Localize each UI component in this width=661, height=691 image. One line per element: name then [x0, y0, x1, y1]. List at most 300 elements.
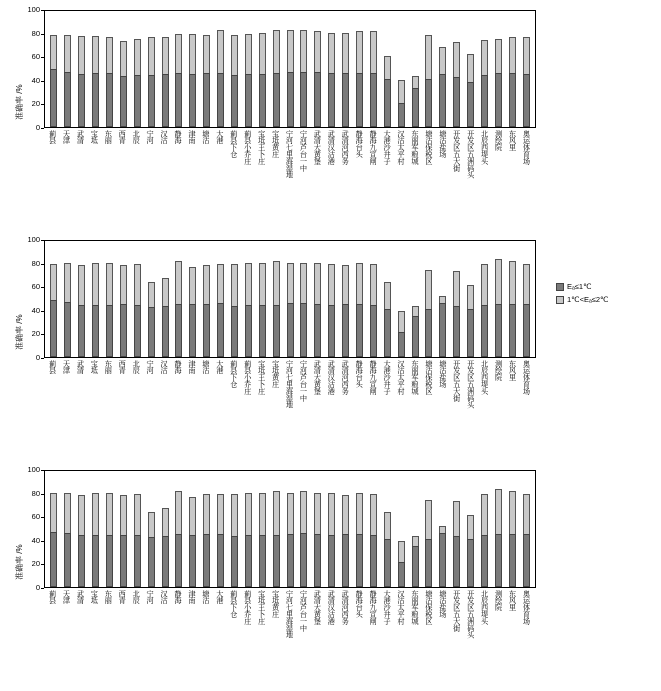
stacked-bar	[203, 35, 210, 127]
bar-segment-series1	[328, 535, 335, 587]
bar-segment-series2	[50, 35, 57, 69]
bar-group	[450, 11, 464, 127]
bar-segment-series2	[300, 491, 307, 532]
stacked-bar	[439, 296, 446, 357]
stacked-bar	[106, 37, 113, 127]
bar-group	[505, 11, 519, 127]
bar-segment-series1	[314, 72, 321, 127]
bar-segment-series1	[398, 332, 405, 357]
x-axis-tick-label: 汉沽	[160, 130, 170, 144]
bar-segment-series2	[259, 263, 266, 305]
bar-segment-series1	[189, 535, 196, 587]
bar-segment-series2	[384, 512, 391, 539]
bar-segment-series2	[162, 37, 169, 74]
stacked-bar	[217, 30, 224, 127]
bar-group	[283, 11, 297, 127]
bar-segment-series2	[412, 536, 419, 545]
bar-segment-series1	[259, 305, 266, 357]
x-axis-tick-label: 测绘院	[494, 590, 504, 611]
x-axis-tick-label: 大港沙井子	[383, 360, 393, 395]
stacked-bar	[342, 265, 349, 357]
bar-group	[103, 11, 117, 127]
bar-segment-series2	[495, 259, 502, 304]
bar-segment-series2	[148, 37, 155, 75]
bar-segment-series2	[398, 311, 405, 332]
bar-group	[464, 241, 478, 357]
x-axis-tick-label: 静海	[174, 590, 183, 604]
bar-group	[144, 241, 158, 357]
stacked-bar	[314, 493, 321, 587]
stacked-bar	[412, 76, 419, 127]
x-axis-tick-label: 北辰西堤头	[480, 590, 490, 625]
y-axis-tick-label: 20	[31, 559, 40, 569]
x-axis-labels-1	[44, 130, 536, 178]
x-axis-tick-label: 宝坻黄庄	[271, 130, 281, 158]
bar-segment-series1	[64, 72, 71, 127]
x-axis-tick-label: 东风里	[508, 360, 518, 381]
x-axis-tick-label: 西青	[118, 590, 128, 604]
x-axis-tick-label: 北辰西堤头	[480, 130, 490, 165]
bar-group	[394, 241, 408, 357]
stacked-bar	[453, 501, 460, 587]
y-axis-tick-label: 0	[35, 123, 40, 132]
y-axis-tick-label: 0	[35, 353, 40, 362]
bar-segment-series2	[370, 264, 377, 305]
bar-segment-series1	[231, 536, 238, 587]
stacked-bar	[50, 35, 57, 127]
y-axis-tick-mark	[41, 128, 44, 129]
bar-group	[103, 241, 117, 357]
bar-segment-series1	[64, 302, 71, 357]
stacked-bar	[384, 282, 391, 358]
stacked-bar	[495, 489, 502, 587]
y-axis-tick-mark	[41, 81, 44, 82]
bar-segment-series2	[106, 37, 113, 72]
bar-group	[116, 241, 130, 357]
x-axis-tick-label: 开发区五洲码头	[466, 360, 476, 409]
bar-segment-series2	[314, 31, 321, 71]
bar-group	[353, 11, 367, 127]
stacked-bar	[523, 494, 530, 587]
x-axis-tick-label: 汉沽太平村	[397, 590, 406, 625]
bar-segment-series2	[273, 491, 280, 535]
stacked-bar	[384, 512, 391, 588]
bar-segment-series1	[314, 534, 321, 587]
x-axis-tick-label: 静海九宣闸	[369, 130, 379, 165]
bar-segment-series2	[217, 494, 224, 534]
bar-group	[353, 471, 367, 587]
bar-group	[380, 241, 394, 357]
bar-segment-series1	[509, 534, 516, 587]
x-axis-tick-label: 塘沽保税区	[424, 130, 434, 165]
stacked-bar	[203, 265, 210, 357]
y-axis-label-1: 准确率 /%	[15, 84, 24, 120]
stacked-bar	[370, 31, 377, 127]
bar-segment-series1	[134, 305, 141, 357]
x-axis-tick-label: 静海	[174, 130, 183, 144]
bar-group	[255, 241, 269, 357]
x-axis-tick-label: 塘沽	[201, 360, 211, 374]
bar-segment-series2	[509, 491, 516, 533]
bar-segment-series1	[398, 562, 405, 587]
bar-segment-series1	[495, 534, 502, 587]
stacked-bar	[273, 261, 280, 357]
bar-segment-series1	[92, 305, 99, 357]
bar-segment-series1	[481, 305, 488, 357]
bar-group	[47, 471, 61, 587]
bar-group	[130, 471, 144, 587]
bar-group	[158, 471, 172, 587]
bar-segment-series1	[495, 73, 502, 127]
y-axis-tick-mark	[41, 564, 44, 565]
legend	[556, 282, 608, 308]
bar-segment-series1	[50, 300, 57, 357]
y-axis-tick-label: 100	[27, 465, 40, 474]
stacked-bar	[120, 495, 127, 587]
legend-swatch-series2	[556, 296, 564, 304]
bar-segment-series1	[148, 307, 155, 357]
x-axis-tick-label: 宝坻王卜庄	[257, 360, 267, 395]
bar-segment-series1	[245, 535, 252, 587]
bar-segment-series1	[342, 534, 349, 587]
bar-group	[366, 471, 380, 587]
bar-group	[61, 471, 75, 587]
bar-segment-series2	[245, 263, 252, 305]
stacked-bar	[162, 278, 169, 357]
bar-group	[380, 471, 394, 587]
bar-group	[325, 11, 339, 127]
x-axis-tick-label: 武清汉沽港	[327, 360, 337, 395]
bar-segment-series1	[245, 305, 252, 357]
bar-segment-series1	[189, 304, 196, 357]
bar-segment-series1	[231, 306, 238, 357]
bar-segment-series2	[412, 306, 419, 315]
bar-group	[408, 11, 422, 127]
bar-segment-series2	[314, 493, 321, 534]
bar-group	[311, 11, 325, 127]
bar-group	[158, 11, 172, 127]
x-axis-tick-label: 大港	[215, 360, 225, 374]
stacked-bar	[134, 264, 141, 357]
bar-group	[61, 11, 75, 127]
stacked-bar	[50, 264, 57, 357]
bar-group	[505, 471, 519, 587]
bar-segment-series1	[162, 74, 169, 127]
y-axis-tick-mark	[41, 334, 44, 335]
bar-segment-series1	[356, 534, 363, 587]
x-axis-tick-label: 蓟县	[48, 360, 58, 374]
bar-group	[200, 241, 214, 357]
bar-segment-series2	[342, 33, 349, 73]
bar-segment-series1	[384, 79, 391, 127]
bar-group	[478, 241, 492, 357]
bar-segment-series2	[245, 34, 252, 74]
y-axis-tick-label: 20	[31, 99, 40, 109]
stacked-bar	[217, 494, 224, 587]
stacked-bar	[384, 56, 391, 127]
bar-segment-series1	[300, 303, 307, 357]
bar-segment-series1	[259, 74, 266, 127]
stacked-bar	[106, 263, 113, 357]
x-axis-tick-label: 武清河西务	[341, 590, 351, 625]
bar-segment-series2	[203, 35, 210, 73]
bar-group	[422, 471, 436, 587]
bar-segment-series1	[120, 304, 127, 357]
chart-panel-1	[0, 0, 661, 230]
bar-segment-series2	[78, 265, 85, 305]
bar-segment-series2	[64, 493, 71, 533]
x-axis-tick-label: 静海九宣闸	[369, 590, 379, 625]
stacked-bar	[495, 39, 502, 127]
bar-group	[241, 11, 255, 127]
bar-segment-series2	[189, 34, 196, 74]
stacked-bar	[328, 493, 335, 587]
bar-group	[103, 471, 117, 587]
bar-segment-series2	[523, 264, 530, 304]
stacked-bar	[523, 264, 530, 357]
x-axis-tick-label: 宝坻王卜庄	[257, 130, 267, 165]
bar-segment-series2	[328, 493, 335, 535]
bar-group	[519, 241, 533, 357]
bar-group	[186, 471, 200, 587]
bar-group	[422, 11, 436, 127]
bar-segment-series2	[175, 34, 182, 73]
x-axis-tick-label: 宁河芦台一中	[299, 130, 309, 172]
stacked-bar	[328, 264, 335, 357]
bar-segment-series1	[78, 74, 85, 127]
bar-group	[61, 241, 75, 357]
bar-segment-series1	[412, 316, 419, 357]
bar-segment-series1	[328, 305, 335, 357]
bar-group	[297, 11, 311, 127]
chart-panel-3	[0, 460, 661, 690]
bar-segment-series1	[64, 533, 71, 587]
stacked-bar	[273, 30, 280, 127]
bar-segment-series2	[231, 494, 238, 536]
bar-group	[408, 241, 422, 357]
bar-group	[394, 11, 408, 127]
stacked-bar	[509, 261, 516, 357]
x-axis-tick-label: 塘沽盐场	[438, 360, 448, 388]
stacked-bar	[467, 54, 474, 127]
x-axis-tick-label: 东丽	[104, 130, 114, 144]
bar-segment-series1	[120, 76, 127, 127]
bar-group	[75, 241, 89, 357]
bar-segment-series2	[78, 495, 85, 535]
bar-segment-series1	[175, 73, 182, 127]
bar-group	[241, 471, 255, 587]
bar-group	[436, 11, 450, 127]
stacked-bar	[148, 512, 155, 588]
y-axis-tick-mark	[41, 287, 44, 288]
bar-segment-series1	[342, 73, 349, 127]
stacked-bar	[495, 259, 502, 357]
bar-segment-series2	[398, 541, 405, 562]
bar-segment-series2	[300, 30, 307, 71]
bar-segment-series1	[425, 309, 432, 357]
bar-group	[89, 471, 103, 587]
bar-segment-series1	[412, 546, 419, 587]
x-axis-tick-label: 汉沽太平村	[397, 360, 406, 395]
y-axis-tick-mark	[41, 358, 44, 359]
x-axis-tick-label: 奥运体育场	[522, 360, 532, 395]
stacked-bar	[50, 493, 57, 587]
x-axis-tick-label: 东风里	[508, 130, 518, 151]
stacked-bar	[245, 263, 252, 357]
stacked-bar	[78, 265, 85, 357]
bar-group	[241, 241, 255, 357]
x-axis-tick-label: 宝坻	[90, 360, 100, 374]
bar-segment-series2	[481, 40, 488, 75]
x-axis-tick-label: 北辰	[132, 590, 142, 604]
bar-segment-series1	[189, 74, 196, 127]
x-axis-tick-label: 大港沙井子	[383, 130, 393, 165]
x-axis-tick-label: 大港沙井子	[383, 590, 393, 625]
bar-segment-series1	[481, 75, 488, 127]
y-axis-tick-label: 0	[35, 583, 40, 592]
x-axis-tick-label: 宁河芦台一中	[299, 360, 309, 402]
y-axis-tick-label: 40	[31, 305, 40, 315]
bar-segment-series1	[106, 305, 113, 357]
stacked-bar	[356, 31, 363, 127]
bar-group	[116, 471, 130, 587]
bar-group	[325, 241, 339, 357]
bar-segment-series1	[245, 74, 252, 127]
bar-segment-series2	[106, 493, 113, 535]
bar-group	[436, 241, 450, 357]
bar-segment-series2	[412, 76, 419, 88]
stacked-bar	[453, 271, 460, 357]
bar-segment-series1	[50, 69, 57, 127]
bar-segment-series1	[300, 533, 307, 587]
bar-segment-series2	[134, 39, 141, 76]
x-axis-tick-label: 宝坻黄庄	[271, 360, 281, 388]
bar-group	[89, 11, 103, 127]
bar-segment-series2	[217, 30, 224, 72]
x-axis-tick-label: 开发区五大街	[452, 360, 462, 402]
y-axis-tick-label: 100	[27, 235, 40, 244]
bar-segment-series1	[453, 77, 460, 127]
bar-group	[116, 11, 130, 127]
x-axis-tick-label: 奥运体育场	[522, 590, 532, 625]
y-axis-tick-label: 100	[27, 5, 40, 14]
y-axis-tick-mark	[41, 240, 44, 241]
stacked-bar	[134, 494, 141, 587]
bar-segment-series2	[328, 33, 335, 73]
bar-group	[255, 471, 269, 587]
x-axis-tick-label: 武清河西务	[341, 360, 351, 395]
bar-group	[47, 11, 61, 127]
bar-segment-series2	[148, 282, 155, 308]
bar-segment-series2	[175, 261, 182, 303]
x-axis-tick-label: 蓟县小乔庄	[243, 360, 253, 395]
bar-segment-series1	[134, 75, 141, 127]
stacked-bar	[314, 263, 321, 357]
bar-segment-series2	[439, 296, 446, 303]
stacked-bar	[287, 30, 294, 127]
bar-segment-series2	[50, 493, 57, 532]
bar-segment-series2	[370, 494, 377, 535]
y-axis-tick-mark	[41, 588, 44, 589]
x-axis-tick-label: 测绘院	[494, 360, 504, 381]
legend-swatch-series1	[556, 283, 564, 291]
bar-group	[492, 11, 506, 127]
bar-segment-series2	[425, 500, 432, 539]
stacked-bar	[300, 263, 307, 357]
stacked-bar	[231, 35, 238, 127]
x-axis-tick-label: 武清	[76, 130, 86, 144]
bar-segment-series2	[300, 263, 307, 303]
stacked-bar	[203, 494, 210, 587]
bar-segment-series2	[398, 80, 405, 104]
bar-group	[353, 241, 367, 357]
legend-item-1	[556, 282, 608, 291]
x-axis-tick-label: 武清	[76, 590, 86, 604]
bar-segment-series1	[106, 73, 113, 127]
bar-group	[172, 241, 186, 357]
x-axis-tick-label: 蓟县下仓	[229, 130, 239, 158]
bar-group	[269, 11, 283, 127]
bar-segment-series2	[356, 493, 363, 534]
y-axis-tick-mark	[41, 541, 44, 542]
bar-group	[339, 11, 353, 127]
bar-segment-series1	[203, 304, 210, 357]
x-axis-tick-label: 塘沽保税区	[424, 590, 434, 625]
bar-group	[478, 471, 492, 587]
bar-segment-series2	[356, 263, 363, 304]
x-axis-tick-label: 武清大黄堡	[313, 590, 323, 625]
chart-panel-2	[0, 230, 661, 460]
x-axis-tick-label: 武清大黄堡	[313, 360, 323, 395]
bar-group	[519, 11, 533, 127]
bar-group	[89, 241, 103, 357]
bar-segment-series2	[523, 37, 530, 74]
bar-segment-series2	[467, 54, 474, 82]
x-axis-tick-label: 静海台头	[355, 590, 365, 618]
bar-group	[214, 241, 228, 357]
x-axis-tick-label: 塘沽盐场	[438, 590, 448, 618]
bar-segment-series2	[203, 265, 210, 304]
bar-segment-series1	[273, 73, 280, 127]
x-axis-tick-label: 宁河芦台一中	[299, 590, 309, 632]
x-axis-tick-label: 武清河西务	[341, 130, 351, 165]
bar-group	[297, 471, 311, 587]
bar-group	[450, 471, 464, 587]
bar-segment-series2	[384, 56, 391, 78]
y-axis-tick-label: 40	[31, 75, 40, 85]
x-axis-tick-label: 宝坻	[90, 590, 100, 604]
x-axis-tick-label: 开发区五洲码头	[466, 590, 476, 639]
bar-segment-series2	[203, 494, 210, 534]
y-axis-tick-mark	[41, 311, 44, 312]
bar-group	[172, 471, 186, 587]
stacked-bar	[148, 37, 155, 127]
stacked-bar	[425, 35, 432, 127]
stacked-bar	[398, 311, 405, 357]
bar-segment-series1	[481, 535, 488, 587]
x-axis-tick-label: 测绘院	[494, 130, 504, 151]
bar-segment-series2	[370, 31, 377, 72]
bar-group	[408, 471, 422, 587]
stacked-bar	[439, 526, 446, 587]
stacked-bar	[64, 263, 71, 357]
bar-segment-series1	[203, 73, 210, 127]
bar-segment-series1	[439, 74, 446, 127]
x-axis-tick-label: 汉沽	[160, 590, 170, 604]
bar-group	[228, 11, 242, 127]
bar-segment-series2	[287, 30, 294, 71]
bar-segment-series2	[259, 33, 266, 74]
